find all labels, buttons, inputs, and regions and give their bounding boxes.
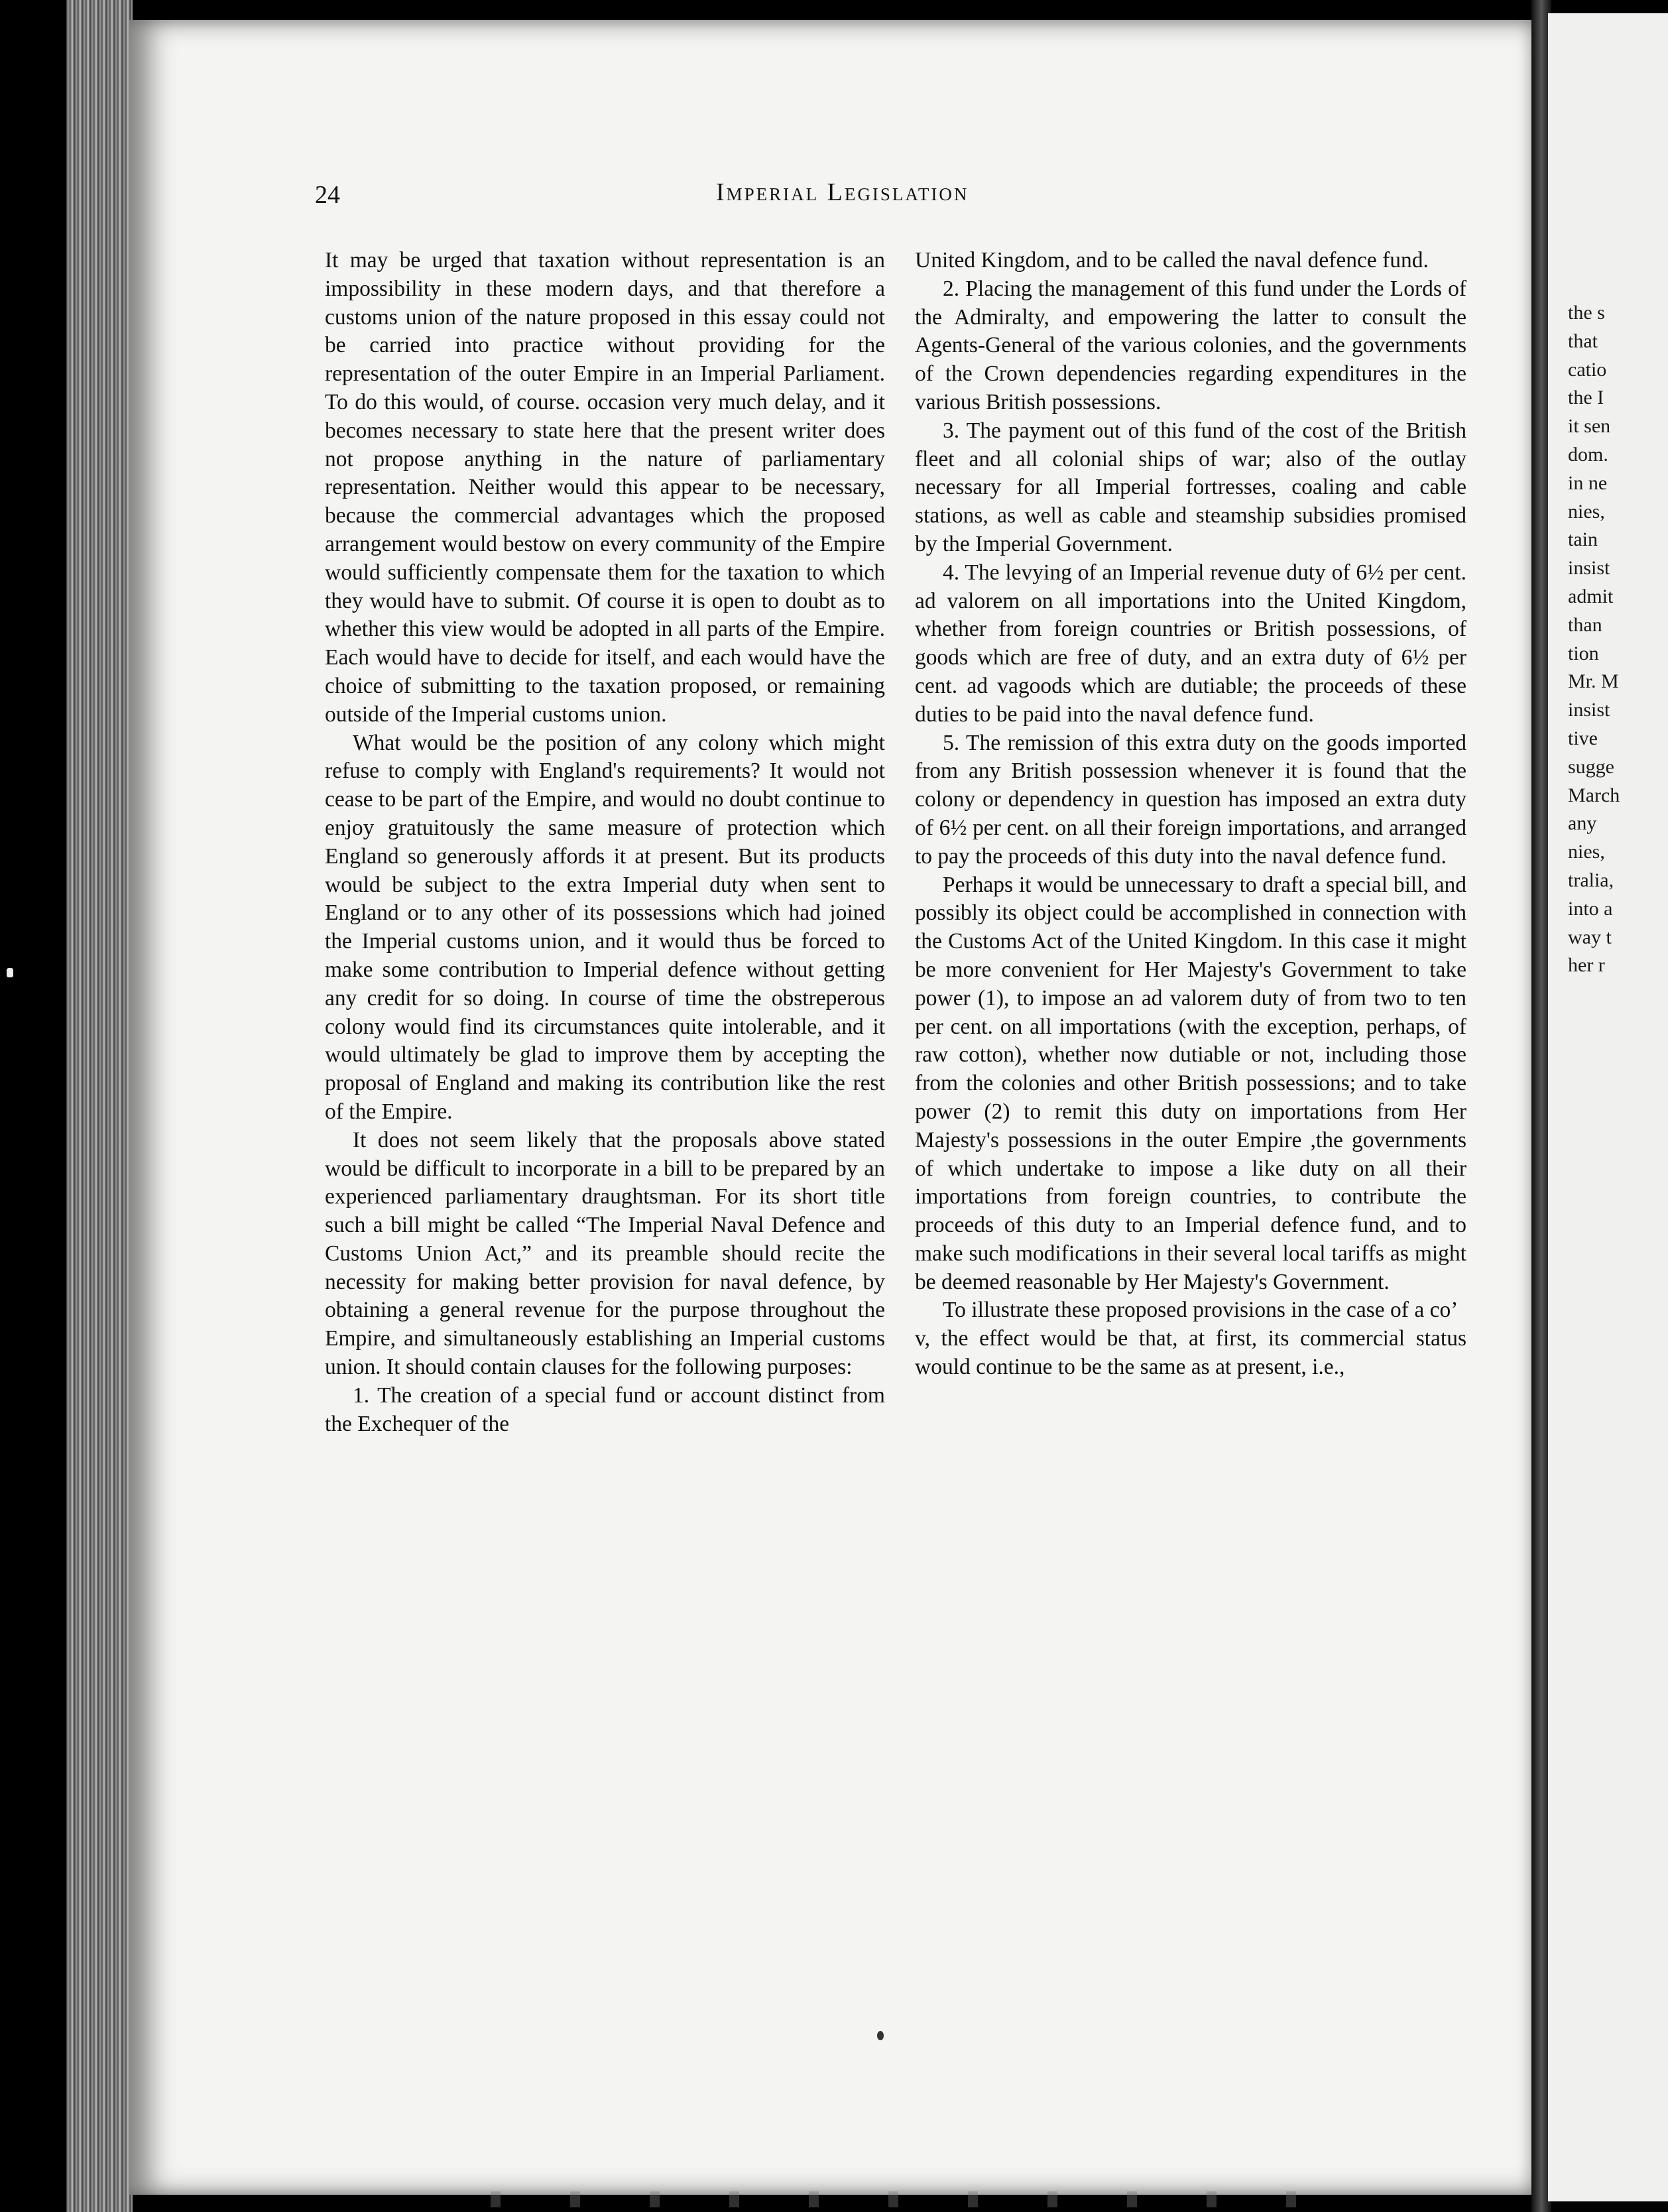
right-text-column: [915, 247, 1466, 1382]
scan-mark: [7, 968, 13, 977]
page-number: 24: [315, 181, 340, 209]
scan-noise: [464, 2191, 1326, 2207]
facing-page-fragment: nies,: [1568, 500, 1605, 522]
paragraph: 5. The remission of this extra duty on the goods imported from any British possession whenever it is found that the colony or dependency in question has imposed an extra duty of 6½ per cent. on all their foreign importations, and arranged to pay the proceeds of this duty into the naval defence fund.: [915, 730, 1466, 869]
facing-page-fragment: dom.: [1568, 444, 1608, 465]
facing-page-fragment: insist: [1568, 699, 1610, 721]
facing-page-fragment: way t: [1568, 926, 1612, 948]
paragraph: What would be the position of any colony which might refuse to comply with England's requirements? It would not cease to be part of the Empire, and would no doubt continue to enjoy gratuitously the same measure of protection which England so generously affords it at present. But its products would be subject to the extra Imperial duty when sent to England or to any other of its possessions which had joined the Imperial customs union, and it would thus be forced to make some contribution to Imperial defence without getting any credit for so doing. In course of time the obstreperous colony would find its circumstances quite intolerable, and it would ultimately be glad to improve them by accepting the proposal of England and making its contribution like the rest of the Empire.: [325, 730, 885, 1124]
facing-page-fragment: her r: [1568, 954, 1605, 977]
facing-page-fragment: catio: [1568, 358, 1607, 381]
running-head: Imperial Legislation: [716, 178, 969, 206]
facing-page-fragment: in ne: [1568, 471, 1608, 494]
facing-page-fragment: the s: [1568, 302, 1605, 324]
facing-page-fragment: tralia,: [1568, 869, 1614, 891]
facing-page-fragment: tive: [1568, 727, 1598, 749]
paragraph: 3. The payment out of this fund of the cost of the British fleet and all colonial ships of war; also of the outlay necessary for all Imperial fortresses, coaling and cable stations, as well as cable and steamship subsidies promised by the Imperial Government.: [915, 418, 1466, 556]
facing-page-fragment: sugge: [1568, 755, 1614, 778]
book-edge: [66, 0, 133, 2212]
left-text-column: [325, 247, 885, 1438]
paragraph: Perhaps it would be unnecessary to draft a special bill, and possibly its object could be accomplished in connection with the Customs Act of the United Kingdom. In this case it might be more convenient for Her Majesty's Government to take power (1), to impose an ad valorem duty of from two to ten per cent. on all importations (with the exception, perhaps, of raw cotton), whether now dutiable or not, including those from the colonies and other British possessions; and to take power (2) to remit this duty on importations from Her Majesty's possessions in the outer Empire ,the governments of which undertake to impose a like duty on all their importations from foreign countries, to contribute the proceeds of this duty to an Imperial defence fund, and to make such modifications in their several local tariffs as might be deemed reasonable by Her Majesty's Government.: [915, 872, 1466, 1294]
facing-page-fragment: admit: [1568, 585, 1614, 607]
facing-page-fragment: March: [1568, 784, 1620, 806]
paragraph: United Kingdom, and to be called the naval defence fund.: [915, 248, 1429, 273]
facing-page-fragment: Mr. M: [1568, 670, 1619, 693]
paragraph: It may be urged that taxation without representation is an impossibility in these modern days, and that therefore a customs union of the nature proposed in this essay could not be carried into practice without providing for the representation of the outer Empire in an Imperial Parliament. To do this would, of course. occasion very much delay, and it becomes necessary to state here that the present writer does not propose anything in the nature of parliamentary representation. Neither would this appear to be necessary, because the commercial advantages which the proposed arrangement would bestow on every community of the Empire would sufficiently compensate them for the taxation to which they would have to submit. Of course it is open to doubt as to whether this view would be adopted in all parts of the Empire. Each would have to decide for itself, and each would have the choice of submitting to the taxation proposed, or remaining outside of the Imperial customs union.: [325, 248, 885, 727]
facing-page-fragment: the I: [1568, 387, 1604, 409]
paragraph: 2. Placing the management of this fund under the Lords of the Admiralty, and empowering the latter to consult the Agents-General of the various colonies, and the governments of the Crown dependencies regarding expenditures in the various British possessions.: [915, 276, 1466, 414]
paragraph: 1. The creation of a special fund or account distinct from the Exchequer of the: [325, 1382, 885, 1436]
paragraph: 4. The levying of an Imperial revenue duty of 6½ per cent. ad valorem on all importations into the United Kingdom, whether from foreign countries or British possessions, of goods which are free of duty, and an extra duty of 6½ per cent. ad vagoods which are dutiable; the proceeds of these duties to be paid into the naval defence fund.: [915, 560, 1466, 727]
facing-page-fragment: nies,: [1568, 841, 1605, 863]
facing-page-fragment: tain: [1568, 528, 1598, 551]
facing-page-fragment: into a: [1568, 897, 1613, 920]
facing-page-edge: [1548, 13, 1668, 2201]
facing-page-fragment: it sen: [1568, 415, 1611, 438]
ink-spot: [877, 2031, 884, 2040]
facing-page-fragment: tion: [1568, 642, 1599, 664]
facing-page-fragment: than: [1568, 613, 1602, 636]
paragraph: It does not seem likely that the proposals above stated would be difficult to incorporate in a bill to be prepared by an experienced parliamentary draughtsman. For its short title such a bill might be called “The Imperial Naval Defence and Customs Union Act,” and its preamble should recite the necessity for making better provision for naval defence, by obtaining a general revenue for the purpose throughout the Empire, and simultaneously establishing an Imperial customs union. It should contain clauses for the following purposes:: [325, 1127, 885, 1380]
paragraph: To illustrate these proposed provisions in the case of a co’ v, the effect would be that, at first, its commercial status would continue to be the same as at present, i.e.,: [915, 1298, 1466, 1380]
facing-page-fragment: any: [1568, 812, 1597, 835]
facing-page-fragment: insist: [1568, 557, 1610, 580]
facing-page-fragment: that: [1568, 330, 1598, 352]
